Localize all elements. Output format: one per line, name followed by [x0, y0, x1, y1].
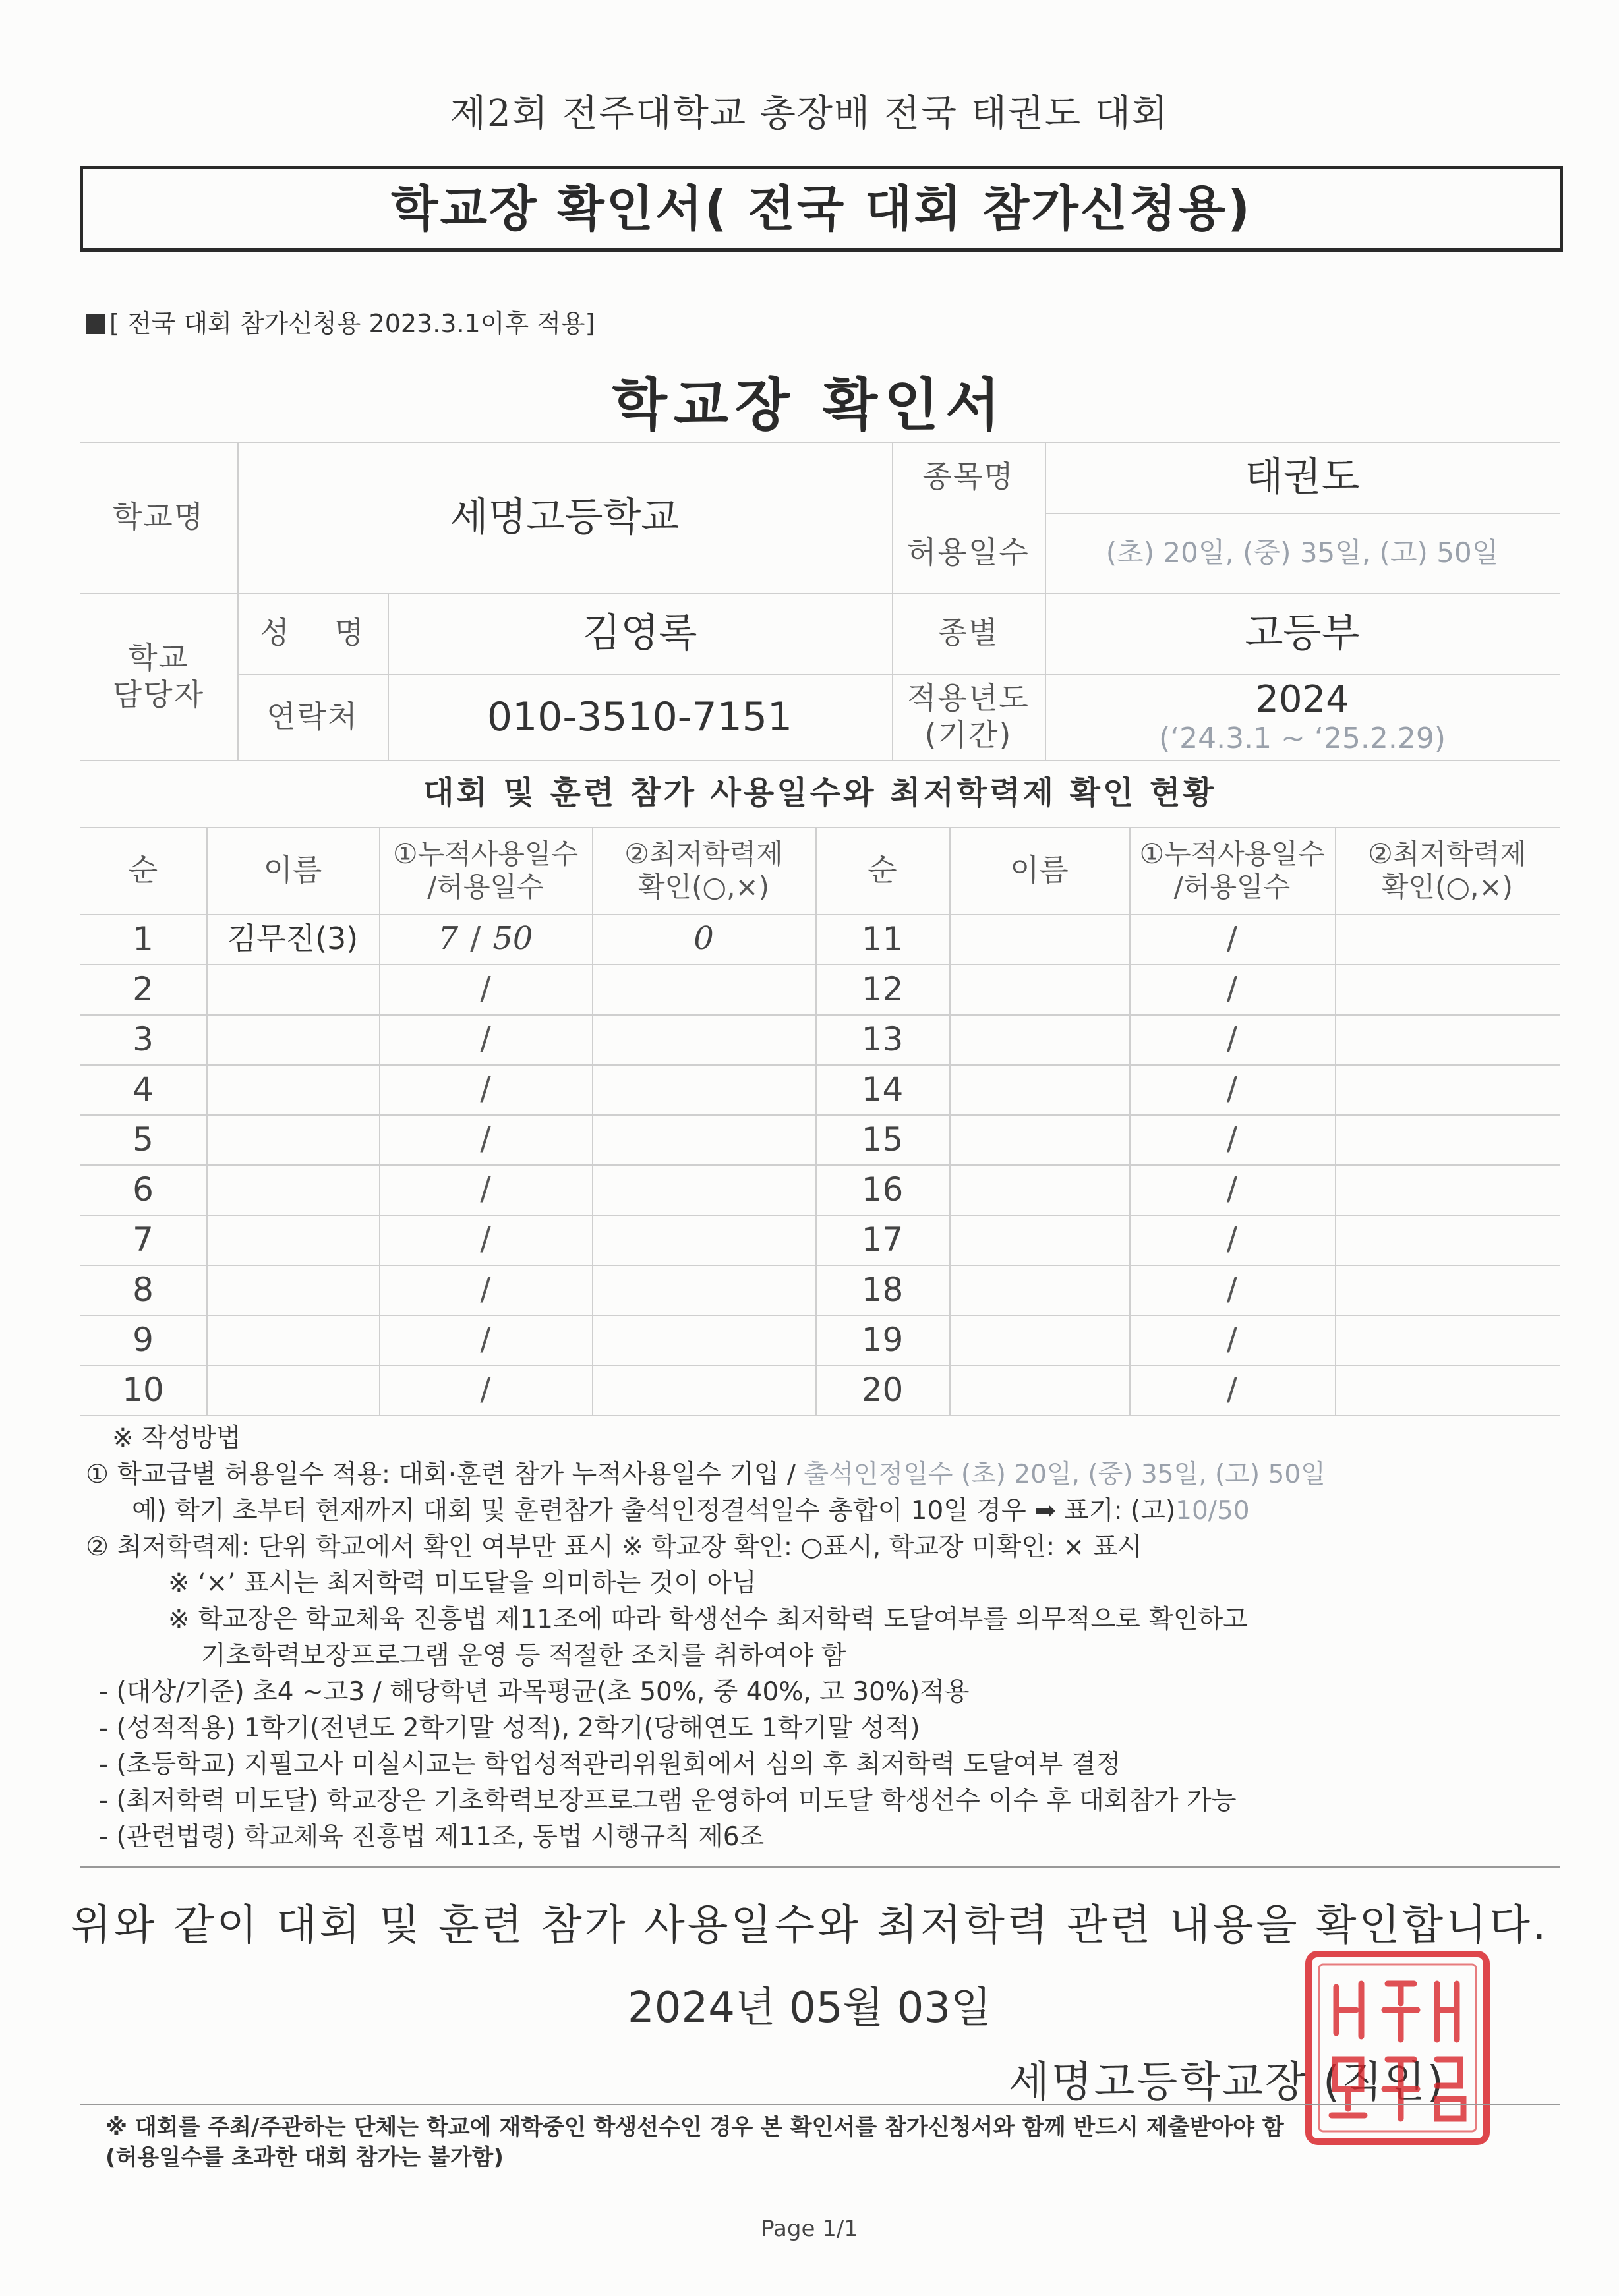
rule — [80, 760, 1560, 761]
days-used-cell — [379, 1164, 592, 1215]
slash-separator: / — [480, 1371, 491, 1408]
division-value: 고등부 — [1245, 610, 1360, 656]
divider — [80, 2104, 1560, 2105]
note-line: - (대상/기준) 초4 ~고3 / 해당학년 과목평균(초 50%, 중 40%, 고 30%)적용 — [99, 1677, 970, 1707]
name-value: 김영록 — [582, 610, 697, 656]
slash-separator: / — [1226, 1271, 1238, 1308]
athlete-name — [206, 1265, 379, 1315]
event-title: 제2회 전주대학교 총장배 전국 태권도 대회 — [450, 92, 1169, 135]
slash-separator: / — [1226, 1070, 1238, 1108]
row-number: 5 — [132, 1120, 154, 1159]
slash-separator: / — [1226, 1020, 1238, 1058]
row-number: 3 — [132, 1020, 154, 1058]
days-used-cell — [379, 914, 592, 964]
period-value: (‘24.3.1 ~ ‘25.2.29) — [1158, 721, 1446, 755]
note-line: 예) 학기 초부터 현재까지 대회 및 훈련참가 출석인정결석일수 총합이 10일 경우 ➡ 표기: (고)10/50 — [132, 1496, 1250, 1526]
row-number: 2 — [132, 970, 154, 1008]
days-used-cell — [379, 964, 592, 1014]
athlete-name — [206, 1365, 379, 1415]
school-value: 세명고등학교 — [450, 494, 680, 540]
days-used-cell — [379, 1315, 592, 1365]
days-used-cell — [379, 1365, 592, 1415]
row-number: 6 — [132, 1170, 154, 1209]
slash-separator: / — [1226, 1170, 1238, 1208]
days-used-cell — [379, 1215, 592, 1265]
column-header-name: 이름 — [263, 852, 322, 888]
note-line: ② 최저학력제: 단위 학교에서 확인 여부만 표시 ※ 학교장 확인: ○표시, 학교장 미확인: × 표시 — [86, 1532, 1142, 1562]
academic-check — [592, 1215, 815, 1265]
slash-separator: / — [480, 1070, 491, 1108]
page-number: Page 1/1 — [761, 2216, 858, 2242]
days-used-cell — [379, 1265, 592, 1315]
academic-check — [592, 1265, 815, 1315]
note-line: - (최저학력 미도달) 학교장은 기초학력보장프로그램 운영하여 미도달 학생선수 이수 후 대회참가 가능 — [99, 1786, 1237, 1816]
column-header-days: ①누적사용일수 /허용일수 — [392, 837, 579, 903]
academic-check — [592, 964, 815, 1014]
year-cell — [1045, 674, 1560, 760]
row-number: 1 — [132, 920, 154, 958]
days-used-cell — [379, 1114, 592, 1164]
slash-separator: / — [470, 920, 481, 958]
table-rule — [1335, 827, 1336, 1415]
academic-check — [592, 1114, 815, 1164]
slash-separator: / — [480, 1020, 491, 1058]
row-number: 14 — [861, 1070, 904, 1108]
form-code — [86, 303, 595, 339]
divider — [80, 1866, 1560, 1868]
note-line: ※ ‘×’ 표시는 최저학력 미도달을 의미하는 것이 아님 — [168, 1568, 757, 1598]
instructions — [86, 1420, 1549, 1855]
slash-separator: / — [1226, 970, 1238, 1008]
days-used-cell — [379, 1064, 592, 1114]
slash-separator: / — [1226, 920, 1238, 958]
table-rule — [949, 827, 951, 1415]
row-number: 8 — [132, 1271, 154, 1309]
contact-value: 010-3510-7151 — [486, 693, 793, 740]
athlete-name — [206, 1114, 379, 1164]
slash-separator: / — [480, 1220, 491, 1258]
column-header-name: 이름 — [1010, 852, 1069, 888]
row-number: 11 — [861, 920, 904, 958]
note-line: ※ 학교장은 학교체육 진흥법 제11조에 따라 학생선수 최저학력 도달여부를 의무적으로 확인하고 — [168, 1605, 1248, 1634]
name-label: 성 명 — [260, 615, 365, 651]
notes-heading: ※ 작성방법 — [112, 1423, 241, 1453]
manager-label: 학교 담당자 — [112, 640, 205, 712]
academic-check: 0 — [693, 920, 714, 958]
note-line: ① 학교급별 허용일수 적용: 대회·훈련 참가 누적사용일수 기입 / 출석인정일수 (초) 20일, (중) 35일, (고) 50일 — [86, 1460, 1326, 1489]
slash-separator: / — [480, 1170, 491, 1208]
slash-separator: / — [1226, 1371, 1238, 1408]
principal-signature: 세명고등학교장 (직인) — [1009, 2058, 1446, 2107]
confirmation-statement: 위와 같이 대회 및 훈련 참가 사용일수와 최저학력 관련 내용을 확인합니다. — [70, 1901, 1549, 1950]
row-number: 15 — [861, 1120, 904, 1159]
row-number: 16 — [861, 1170, 904, 1209]
sport-value: 태권도 — [1245, 454, 1360, 500]
row-number: 17 — [861, 1220, 904, 1259]
document-banner — [80, 166, 1563, 252]
note-line: 기초학력보장프로그램 운영 등 적절한 조치를 취하여야 함 — [201, 1641, 846, 1671]
column-header-check: ②최저학력제 확인(○,×) — [1368, 837, 1527, 903]
slash-separator: / — [1226, 1321, 1238, 1358]
days-used-cell — [379, 1014, 592, 1064]
year-label: 적용년도 (기간) — [907, 680, 1030, 753]
athlete-name — [206, 1164, 379, 1215]
academic-check — [592, 1064, 815, 1114]
contact-label: 연락처 — [266, 698, 359, 734]
athlete-name — [206, 1014, 379, 1064]
slash-separator: / — [480, 1271, 491, 1308]
slash-separator: / — [1226, 1220, 1238, 1258]
academic-check — [592, 1164, 815, 1215]
square-bullet-icon — [86, 314, 105, 334]
table-heading: 대회 및 훈련 참가 사용일수와 최저학력제 확인 현황 — [423, 774, 1216, 812]
school-label: 학교명 — [112, 499, 205, 535]
note-line: - (성적적용) 1학기(전년도 2학기말 성적), 2학기(당해연도 1학기말 성적) — [99, 1713, 920, 1743]
row-number: 20 — [861, 1371, 904, 1409]
confirmation-date: 2024년 05월 03일 — [628, 1984, 991, 2032]
year-value: 2024 — [1255, 677, 1349, 721]
column-header-no: 순 — [868, 852, 897, 888]
allowed-days-value: (초) 20일, (중) 35일, (고) 50일 — [1105, 536, 1499, 569]
form-code-text: [ 전국 대회 참가신청용 2023.3.1이후 적용] — [109, 309, 595, 338]
banner-text: 학교장 확인서( 전국 대회 참가신청용) — [391, 181, 1252, 237]
athlete-name — [206, 1064, 379, 1114]
column-header-days: ①누적사용일수 /허용일수 — [1139, 837, 1325, 903]
note-line: - (관련법령) 학교체육 진흥법 제11조, 동법 시행규칙 제6조 — [99, 1822, 765, 1852]
column-header-no: 순 — [128, 852, 158, 888]
row-number: 9 — [132, 1321, 154, 1359]
athlete-name — [206, 964, 379, 1014]
column-header-check: ②최저학력제 확인(○,×) — [624, 837, 783, 903]
division-label: 종별 — [937, 615, 999, 651]
row-number: 10 — [122, 1371, 164, 1409]
academic-check — [592, 1315, 815, 1365]
athlete-name — [206, 1315, 379, 1365]
days-allowed: 50 — [492, 920, 533, 958]
row-number: 7 — [132, 1220, 154, 1259]
slash-separator: / — [1226, 1120, 1238, 1158]
row-number: 13 — [861, 1020, 904, 1058]
slash-separator: / — [480, 970, 491, 1008]
row-number: 4 — [132, 1070, 154, 1108]
form-title: 학교장 확인서 — [612, 372, 1007, 438]
row-number: 19 — [861, 1321, 904, 1359]
row-number: 12 — [861, 970, 904, 1008]
academic-check — [592, 1365, 815, 1415]
athlete-name: 김무진(3) — [227, 921, 359, 957]
row-number: 18 — [861, 1271, 904, 1309]
athlete-name — [206, 1215, 379, 1265]
slash-separator: / — [480, 1120, 491, 1158]
note-line: - (초등학교) 지필고사 미실시교는 학업성적관리위원회에서 심의 후 최저학력 도달여부 결정 — [99, 1750, 1121, 1779]
academic-check — [592, 1014, 815, 1064]
days-used: 7 — [438, 920, 459, 958]
sport-label: 종목명 — [922, 459, 1015, 495]
table-rule — [80, 1415, 1560, 1416]
allowed-days-label: 허용일수 — [907, 534, 1030, 571]
footnote: ※ 대회를 주최/주관하는 단체는 학교에 재학중인 학생선수인 경우 본 확인서를 참가신청서와 함께 반드시 제출받아야 함 (허용일수를 초과한 대회 참가는 불가함) — [105, 2114, 1284, 2171]
slash-separator: / — [480, 1321, 491, 1358]
